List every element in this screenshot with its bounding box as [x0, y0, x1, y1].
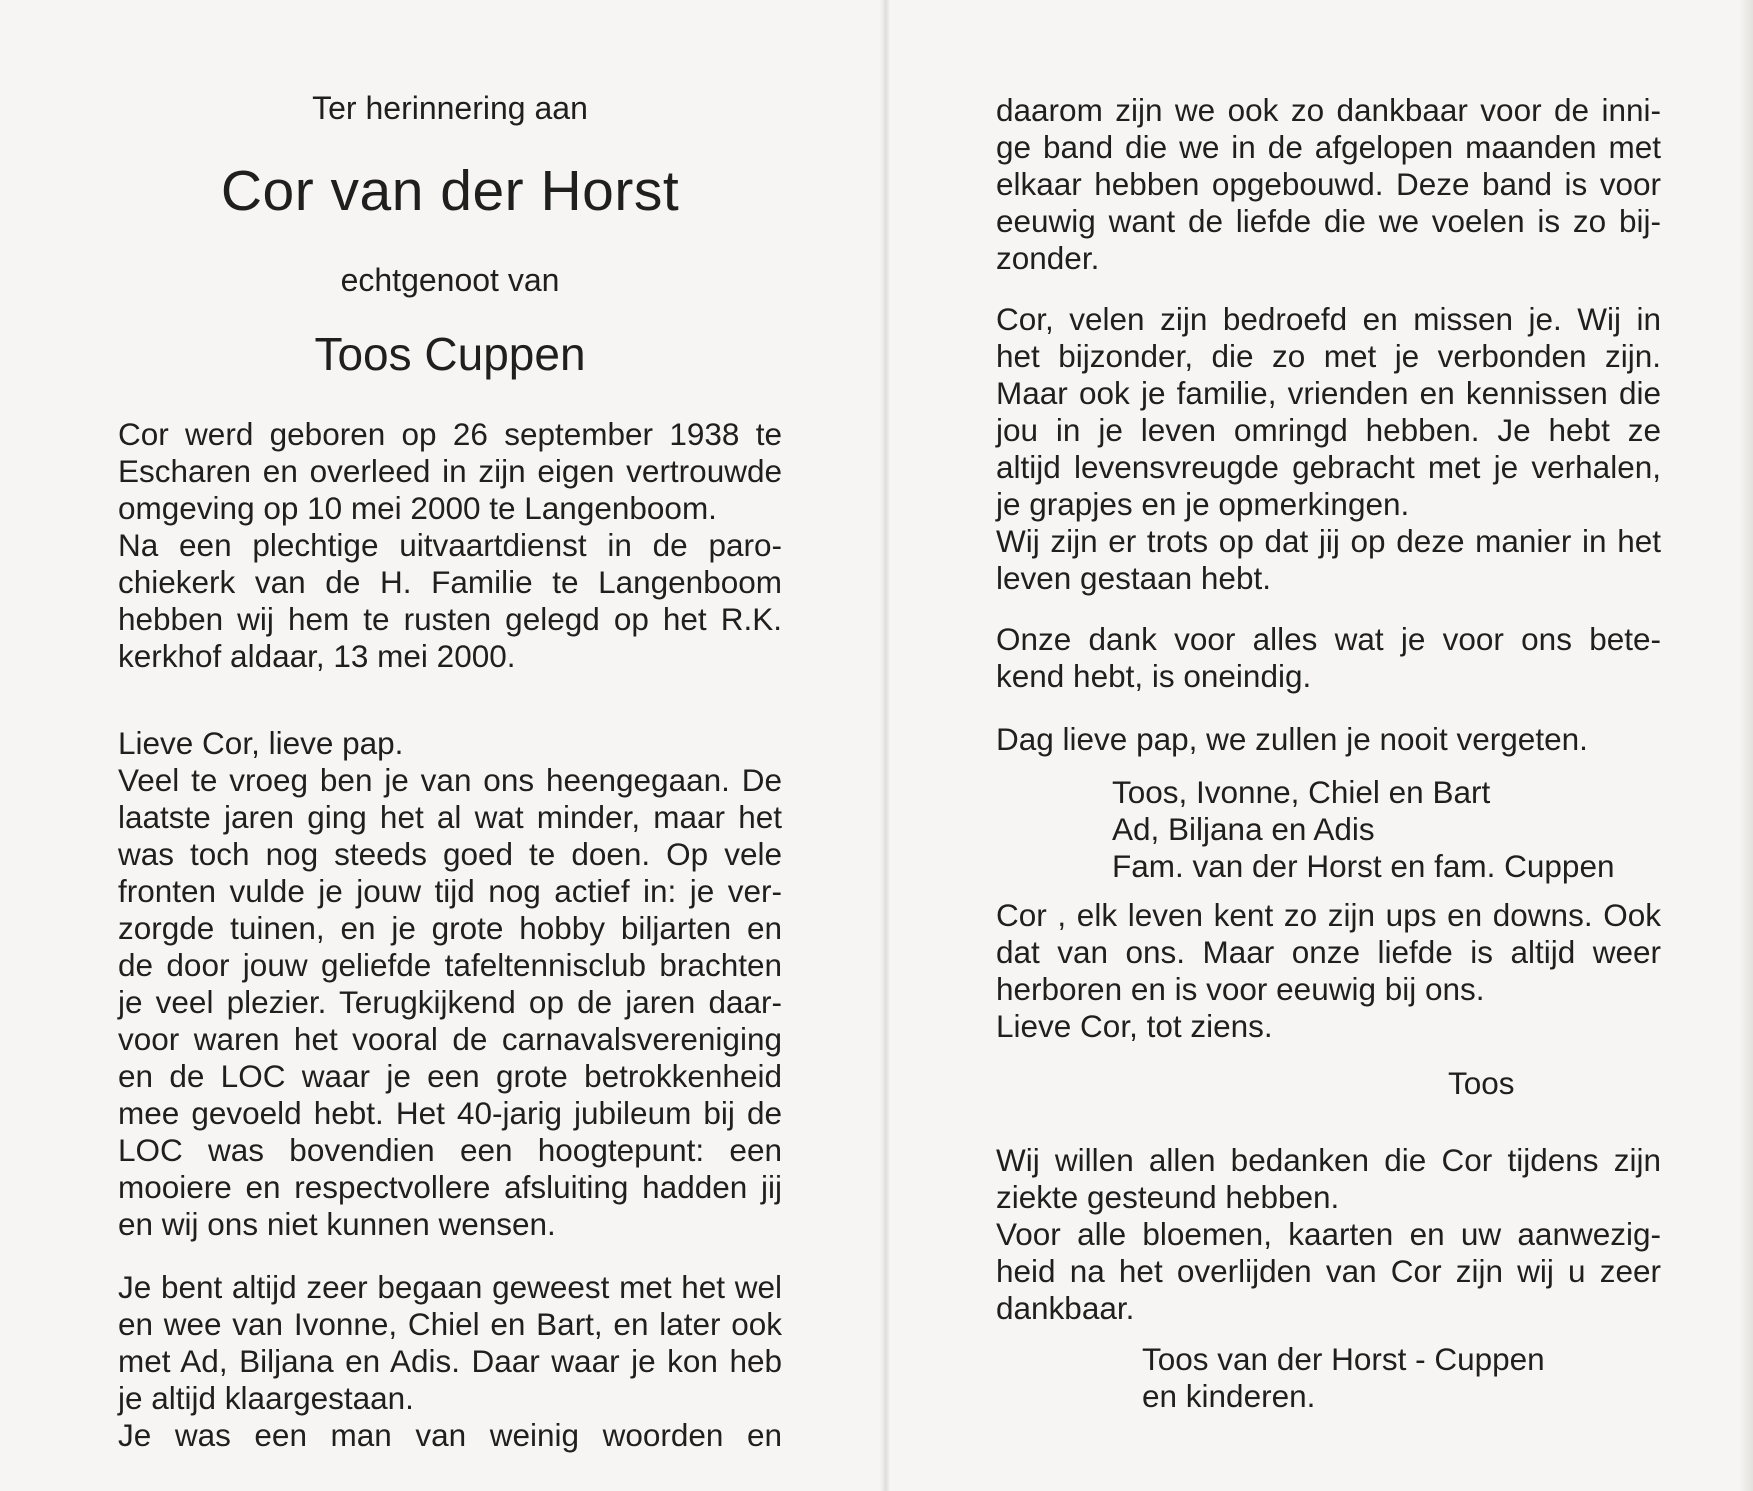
text-line: LOC was bovendien een hoogtepunt: een — [118, 1132, 782, 1168]
text-line: heid na het overlijden van Cor zijn wij u zeer — [996, 1253, 1661, 1289]
text-line: je veel plezier. Terugkijkend op de jaren daar- — [118, 984, 782, 1020]
text-line: de door jouw geliefde tafeltennisclub brachten — [118, 947, 782, 983]
text-line: Lieve Cor, lieve pap. — [118, 725, 404, 761]
text-line: herboren en is voor eeuwig bij ons. — [996, 971, 1485, 1007]
signature-family — [996, 774, 1661, 885]
text-line: Veel te vroeg ben je van ons heengegaan. De — [118, 762, 782, 798]
signature-closing — [996, 1341, 1661, 1415]
text-line: Je bent altijd zeer begaan geweest met het wel — [118, 1269, 782, 1305]
card-fold — [880, 0, 890, 1491]
text-line: hebben wij hem te rusten gelegd op het R.K. — [118, 601, 782, 637]
text-line: en wij ons niet kunnen wensen. — [118, 1206, 556, 1242]
thanks-paragraph — [996, 621, 1661, 695]
text-line: voor waren het vooral de carnavalsvereniging — [118, 1021, 782, 1057]
text-line: Na een plechtige uitvaartdienst in de paro- — [118, 527, 782, 563]
text-line: Escharen en overleed in zijn eigen vertrouwde — [118, 453, 782, 489]
text-line: en de LOC waar je een grote betrokkenheid — [118, 1058, 782, 1094]
text-line: Wij zijn er trots op dat jij op deze manier in het — [996, 523, 1661, 559]
text-line: jou in je leven omringd hebben. Je hebt ze — [996, 412, 1661, 448]
text-line: Cor, velen zijn bedroefd en missen je. Wij in — [996, 301, 1661, 337]
text-line: Voor alle bloemen, kaarten en uw aanwezig- — [996, 1216, 1661, 1252]
text-line: omgeving op 10 mei 2000 te Langenboom. — [118, 490, 717, 526]
text-line: Lieve Cor, tot ziens. — [996, 1008, 1273, 1044]
right-panel — [996, 0, 1661, 1415]
text-line: elkaar hebben opgebouwd. Deze band is voor — [996, 166, 1661, 202]
signature-line: Toos — [1448, 1065, 1515, 1101]
signature-line: Ad, Biljana en Adis — [1112, 811, 1375, 847]
gratitude-paragraph — [996, 1142, 1661, 1327]
text-line: chiekerk van de H. Familie te Langenboom — [118, 564, 782, 600]
text-line: eeuwig want de liefde die we voelen is zo bij- — [996, 203, 1661, 239]
text-line: ge band die we in de afgelopen maanden met — [996, 129, 1661, 165]
text-line: leven gestaan hebt. — [996, 560, 1271, 596]
deceased-name: Cor van der Horst — [220, 159, 680, 223]
missed-paragraph — [996, 301, 1661, 597]
text-line: Cor werd geboren op 26 september 1938 te — [118, 416, 782, 452]
text-line: laatste jaren ging het al wat minder, maar het — [118, 799, 782, 835]
signature-toos — [996, 1065, 1661, 1102]
text-line: met Ad, Biljana en Adis. Daar waar je kon heb — [118, 1343, 782, 1379]
text-line: kend hebt, is oneindig. — [996, 658, 1312, 694]
text-line: en wee van Ivonne, Chiel en Bart, en later ook — [118, 1306, 782, 1342]
family-paragraph — [118, 1269, 782, 1454]
signature-line: Toos, Ivonne, Chiel en Bart — [1112, 774, 1491, 810]
bond-paragraph — [996, 92, 1661, 277]
intro-text: Ter herinnering aan — [312, 90, 588, 126]
text-line: je grapjes en je opmerkingen. — [996, 486, 1410, 522]
letter-paragraph — [118, 725, 782, 1243]
signature-line: Fam. van der Horst en fam. Cuppen — [1112, 848, 1615, 884]
signature-line: en kinderen. — [1142, 1378, 1316, 1414]
text-line: was toch nog steeds goed te doen. Op vele — [118, 836, 782, 872]
text-line: altijd levensvreugde gebracht met je verhalen, — [996, 449, 1661, 485]
text-line: daarom zijn we ook zo dankbaar voor de inni- — [996, 92, 1661, 128]
text-line: mooiere en respectvollere afsluiting hadden jij — [118, 1169, 782, 1205]
text-line: zonder. — [996, 240, 1100, 276]
text-line: dankbaar. — [996, 1290, 1135, 1326]
text-line: Onze dank voor alles wat je voor ons bete- — [996, 621, 1661, 657]
text-line: fronten vulde je jouw tijd nog actief in: je ver- — [118, 873, 782, 909]
card-edge — [1739, 0, 1753, 1491]
text-line: dat van ons. Maar onze liefde is altijd weer — [996, 934, 1661, 970]
farewell-text: Dag lieve pap, we zullen je nooit vergeten. — [996, 721, 1588, 757]
text-line: zorgde tuinen, en je grote hobby biljarten en — [118, 910, 782, 946]
text-line: Cor , elk leven kent zo zijn ups en downs. Ook — [996, 897, 1661, 933]
text-line: Je was een man van weinig woorden en — [118, 1417, 782, 1453]
text-line: je altijd klaargestaan. — [118, 1380, 414, 1416]
text-line: Wij willen allen bedanken die Cor tijdens zijn — [996, 1142, 1661, 1178]
love-paragraph — [996, 897, 1661, 1045]
text-line: het bijzonder, die zo met je verbonden zijn. — [996, 338, 1661, 374]
spouse-name: Toos Cuppen — [314, 328, 586, 380]
bio-paragraph — [118, 416, 782, 675]
text-line: kerkhof aldaar, 13 mei 2000. — [118, 638, 516, 674]
text-line: ziekte gesteund hebben. — [996, 1179, 1340, 1215]
farewell-paragraph — [996, 721, 1661, 758]
relation-text: echtgenoot van — [340, 262, 560, 298]
signature-line: Toos van der Horst - Cuppen — [1142, 1341, 1545, 1377]
left-panel — [118, 0, 782, 1454]
text-line: mee gevoeld hebt. Het 40-jarig jubileum bij de — [118, 1095, 782, 1131]
text-line: Maar ook je familie, vrienden en kennissen die — [996, 375, 1661, 411]
